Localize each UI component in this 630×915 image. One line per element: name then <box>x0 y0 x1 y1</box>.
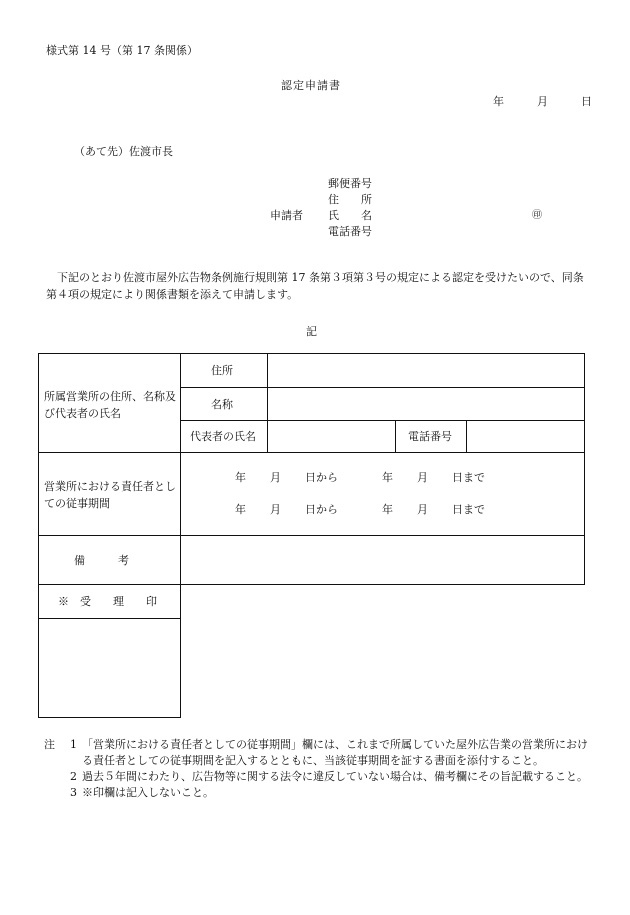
receipt-stamp-label: ※ 受 理 印 <box>58 595 157 608</box>
note-item <box>44 785 594 801</box>
office-address-label: 住所 <box>211 364 233 377</box>
phone-row <box>270 225 560 241</box>
name-row <box>270 209 560 225</box>
address-row <box>270 193 560 209</box>
period-month-from: 月 <box>270 471 281 484</box>
table-line <box>180 387 585 388</box>
period-row <box>235 503 485 518</box>
date-year: 年 <box>493 95 504 108</box>
postal-code-row <box>270 177 560 193</box>
period-year-from: 年 <box>235 471 246 484</box>
note-number: 3 <box>70 786 77 799</box>
table-line <box>180 353 181 585</box>
seal-mark: ㊞ <box>532 210 542 221</box>
period-day-to: 日まで <box>452 503 485 516</box>
table-line <box>466 420 467 452</box>
period-row <box>235 471 485 486</box>
note-item <box>44 769 594 785</box>
period-year-to: 年 <box>382 503 393 516</box>
addressee: （あて先）佐渡市長 <box>74 145 173 158</box>
notes <box>44 737 594 801</box>
postal-code-label: 郵便番号 <box>328 177 372 190</box>
period-day-from: 日から <box>305 503 338 516</box>
ki-heading: 記 <box>306 325 317 338</box>
period-year-from: 年 <box>235 503 246 516</box>
date-day: 日 <box>581 95 592 108</box>
office-section-label: 所属営業所の住所、名称及び代表者の氏名 <box>44 390 176 420</box>
table-line <box>267 353 268 452</box>
table-line <box>395 420 396 452</box>
name-label: 氏 名 <box>328 209 372 222</box>
note-number: 1 <box>70 738 77 751</box>
date-month: 月 <box>537 95 548 108</box>
document-title: 認定申請書 <box>281 79 341 92</box>
period-month-from: 月 <box>270 503 281 516</box>
note-text: 過去５年間にわたり、広告物等に関する法令に違反していない場合は、備考欄にその旨記載すること。 <box>82 770 588 783</box>
address-label: 住 所 <box>328 193 372 206</box>
note-text: ※印欄は記入しないこと。 <box>82 786 214 799</box>
representative-label: 代表者の氏名 <box>190 430 256 443</box>
remarks-label: 備 考 <box>74 554 129 567</box>
table-line <box>38 618 181 619</box>
period-day-to: 日まで <box>452 471 485 484</box>
phone-label: 電話番号 <box>328 225 372 238</box>
table-line <box>38 452 585 453</box>
period-month-to: 月 <box>417 503 428 516</box>
period-day-from: 日から <box>305 471 338 484</box>
table-line <box>38 535 585 536</box>
note-number: 2 <box>70 770 77 783</box>
form-number: 様式第 14 号（第 17 条関係） <box>46 44 198 57</box>
office-name-label: 名称 <box>211 398 233 411</box>
notes-prefix: 注 <box>44 738 55 751</box>
period-section-label: 営業所における責任者としての従事期間 <box>44 480 176 510</box>
table-line <box>180 420 585 421</box>
applicant-block <box>270 177 560 241</box>
period-month-to: 月 <box>417 471 428 484</box>
note-item <box>44 737 594 769</box>
note-text: 「営業所における責任者としての従事期間」欄には、これまで所属していた屋外広告業の営業所における責任者としての従事期間を記入するとともに、当該従事期間を証する書面を添付すること。 <box>82 738 588 767</box>
office-phone-label: 電話番号 <box>408 430 452 443</box>
applicant-prefix: 申請者 <box>270 209 303 222</box>
date-line <box>493 95 592 110</box>
period-year-to: 年 <box>382 471 393 484</box>
application-statement: 下記のとおり佐渡市屋外広告物条例施行規則第 17 条第３項第３号の規定による認定を受けたいので、同条第４項の規定により関係書類を添えて申請します。 <box>46 271 584 301</box>
